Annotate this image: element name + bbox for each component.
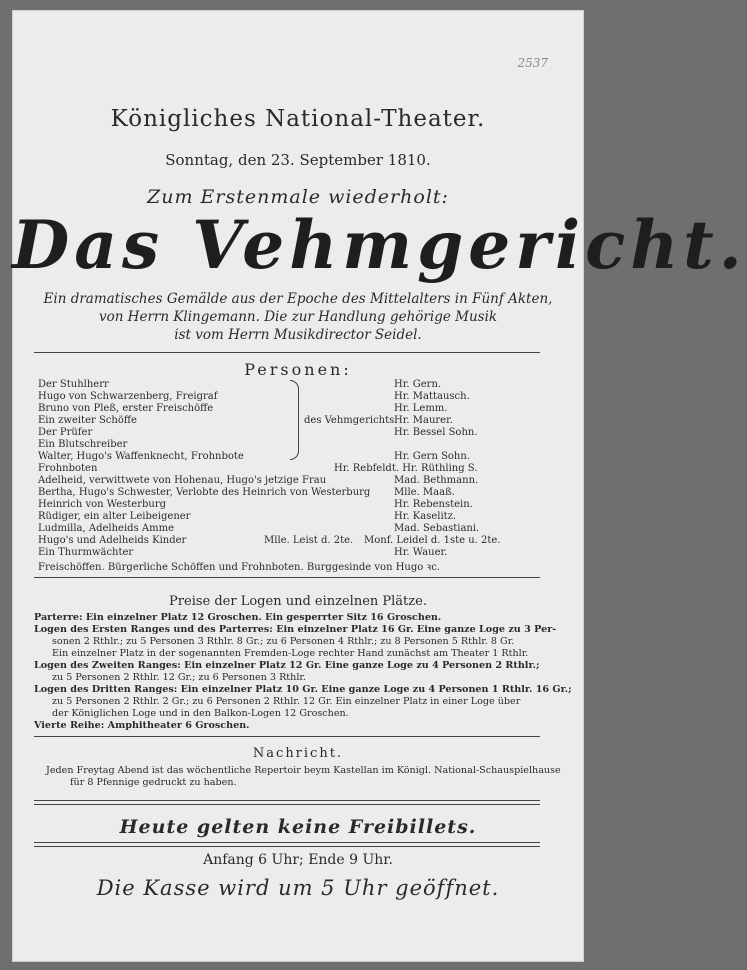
cast-actor: Hr. Kaselitz. — [394, 511, 457, 522]
cast-role: Frohnboten — [38, 463, 98, 474]
divider — [34, 352, 540, 353]
brace-label: des Vehmgerichts — [304, 415, 395, 426]
price-line: Logen des Zweiten Ranges: Ein einzelner Platz 12 Gr. Eine ganze Loge zu 4 Personen 2 Rthlr.; — [34, 660, 540, 671]
double-divider — [34, 842, 540, 847]
price-line: Ein einzelner Platz in der sogenannten Fremden-Loge rechter Hand zunächst am Theater 1 Rthlr. — [52, 648, 529, 659]
cast-role: Adelheid, verwittwete von Hohenau, Hugo's jetzige Frau — [38, 475, 327, 486]
kinder-extra: Mlle. Leist d. 2te. — [264, 535, 354, 546]
price-line: Parterre: Ein einzelner Platz 12 Groschen. Ein gesperrter Sitz 16 Groschen. — [34, 612, 442, 623]
price-line: zu 5 Personen 2 Rthlr. 2 Gr.; zu 6 Personen 2 Rthlr. 12 Gr. Ein einzelner Platz in einer Loge über — [52, 696, 521, 707]
divider — [34, 577, 540, 578]
box-office-opening: Die Kasse wird um 5 Uhr geöffnet. — [96, 876, 500, 900]
price-line: Logen des Ersten Ranges und des Parterres: Ein einzelner Platz 16 Gr. Eine ganze Loge zu 3 Per- — [34, 624, 557, 635]
cast-actor: Mad. Bethmann. — [394, 475, 479, 486]
cast-footer: Freischöffen. Bürgerliche Schöffen und Frohnboten. Burggesinde von Hugo ꝛc. — [38, 562, 440, 573]
cast-role: Ein zweiter Schöffe — [38, 415, 137, 426]
play-title: Das Vehmgericht. — [12, 206, 747, 284]
price-line: sonen 2 Rthlr.; zu 5 Personen 3 Rthlr. 8 Gr.; zu 6 Personen 4 Rthlr.; zu 8 Personen 5 Rthlr. 8 Gr. — [52, 636, 515, 647]
cast-actor: Mlle. Maaß. — [394, 487, 455, 498]
divider — [34, 736, 540, 737]
performance-date: Sonntag, den 23. September 1810. — [165, 151, 431, 169]
cast-actor: Monf. Leidel d. 1ste u. 2te. — [364, 535, 501, 546]
notice-heading: Nachricht. — [252, 746, 344, 761]
price-line: Logen des Dritten Ranges: Ein einzelner Platz 10 Gr. Eine ganze Loge zu 4 Personen 1 Rthlr. 16 Gr.; — [34, 684, 572, 695]
cast-actor: Hr. Lemm. — [394, 403, 448, 414]
cast-actor: Hr. Wauer. — [394, 547, 448, 558]
subtitle-line: von Herrn Klingemann. Die zur Handlung gehörige Musik — [98, 309, 498, 325]
notice-line: Jeden Freytag Abend ist das wöchentliche Repertoir beym Kastellan im Königl. National-Schauspielhause — [46, 765, 561, 776]
cast-role: Bertha, Hugo's Schwester, Verlobte des Heinrich von Westerburg — [38, 487, 371, 498]
double-divider — [34, 800, 540, 805]
cast-role: Der Prüfer — [38, 427, 93, 438]
cast-role: Bruno von Pleß, erster Freischöffe — [38, 403, 214, 414]
subtitle-line: Ein dramatisches Gemälde aus der Epoche des Mittelalters in Fünf Akten, — [43, 291, 553, 307]
frohnboten-actors: Hr. Rebfeldt. Hr. Rüthling S. — [334, 463, 478, 474]
prices-heading: Preise der Logen und einzelnen Plätze. — [169, 594, 427, 609]
cast-actor: Hr. Rebenstein. — [394, 499, 473, 510]
cast-actor: Mad. Sebastiani. — [394, 523, 480, 534]
cast-role: Ein Blutschreiber — [38, 439, 128, 450]
subtitle-line: ist vom Herrn Musikdirector Seidel. — [174, 327, 422, 343]
cast-actor: Hr. Mattausch. — [394, 391, 470, 402]
no-free-tickets: Heute gelten keine Freibillets. — [119, 816, 477, 838]
cast-role: Walter, Hugo's Waffenknecht, Frohnbote — [38, 451, 244, 462]
theater-name: Königliches National-Theater. — [110, 106, 486, 132]
archive-mark: 2537 — [517, 56, 548, 70]
cast-actor: Hr. Maurer. — [394, 415, 453, 426]
cast-role: Hugo's und Adelheids Kinder — [38, 535, 187, 546]
cast-role: Ein Thurmwächter — [38, 547, 134, 558]
cast-role: Rüdiger, ein alter Leibeigener — [38, 511, 191, 522]
playbill-sheet — [12, 10, 747, 962]
cast-role: Ludmilla, Adelheids Amme — [38, 523, 174, 534]
brace — [290, 380, 299, 460]
cast-role: Hugo von Schwarzenberg, Freigraf — [38, 391, 218, 402]
cast-role: Heinrich von Westerburg — [38, 499, 167, 510]
cast-actor: Hr. Bessel Sohn. — [394, 427, 478, 438]
cast-actor: Hr. Gern. — [394, 379, 442, 390]
cast-heading: Personen: — [244, 360, 352, 379]
notice-line: für 8 Pfennige gedruckt zu haben. — [70, 777, 237, 788]
price-line: der Königlichen Loge und in den Balkon-Logen 12 Groschen. — [52, 708, 349, 719]
cast-actor: Hr. Gern Sohn. — [394, 451, 470, 462]
repeat-note: Zum Erstenmale wiederholt: — [147, 186, 449, 208]
cast-role: Der Stuhlherr — [38, 379, 109, 390]
price-line: Vierte Reihe: Amphitheater 6 Groschen. — [34, 720, 250, 731]
start-end-time: Anfang 6 Uhr; Ende 9 Uhr. — [203, 852, 393, 868]
price-line: zu 5 Personen 2 Rthlr. 12 Gr.; zu 6 Personen 3 Rthlr. — [52, 672, 306, 683]
